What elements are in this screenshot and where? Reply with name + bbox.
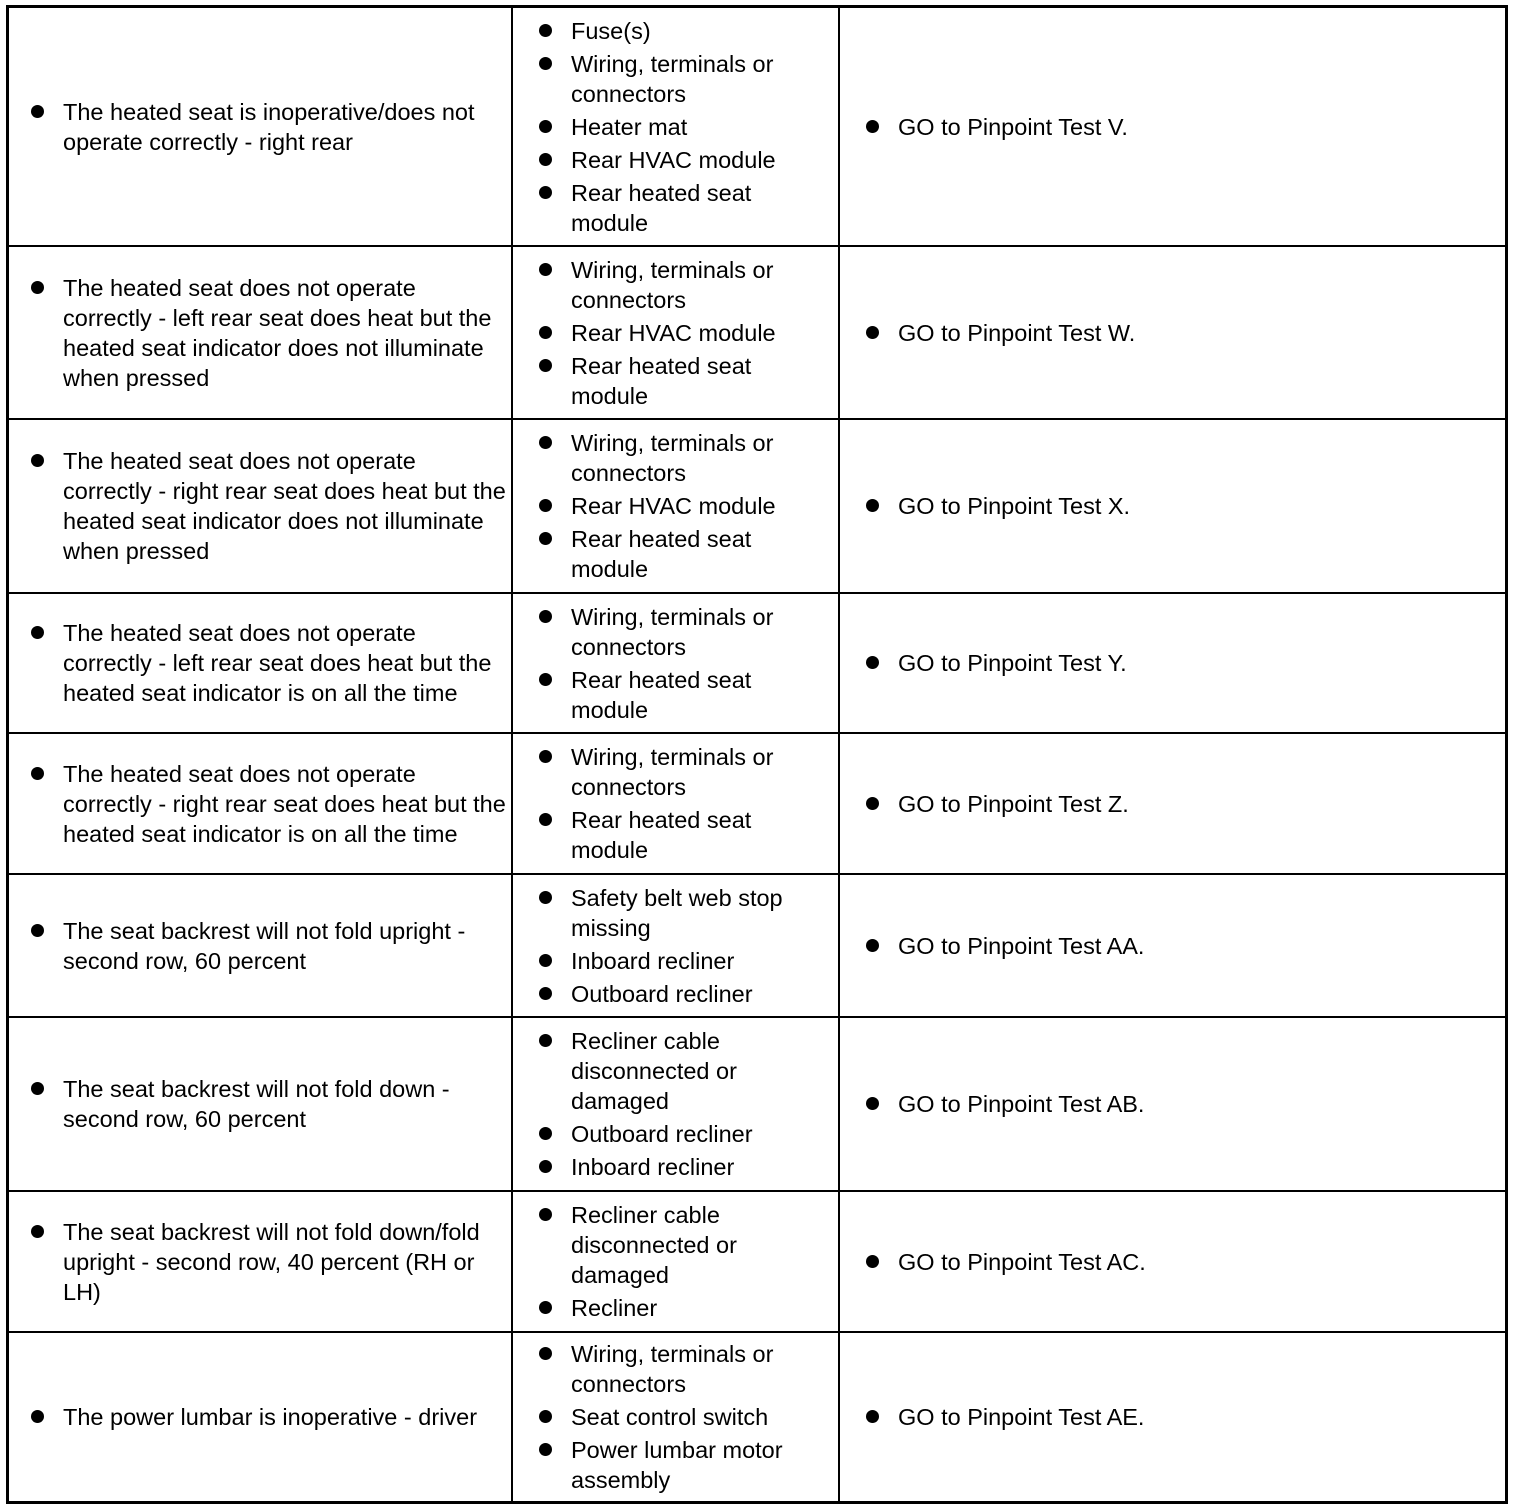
bullet-icon [539,1301,552,1314]
action-cell [840,594,1505,732]
cause-text: Rear heated seat module [571,807,752,863]
list-item [866,318,1495,348]
bullet-icon [539,263,552,276]
bullet-icon [539,987,552,1000]
list-item [866,491,1495,521]
cause-text: Heater mat [571,113,688,140]
cause-text: Seat control switch [571,1404,769,1430]
cause-text: Rear heated seat module [571,352,752,409]
cause-text: Wiring, terminals or connectors [571,744,774,800]
list-item [31,446,507,566]
action-text: GO to Pinpoint Test AB. [898,1091,1145,1117]
action-cell [840,734,1505,873]
cause-text: Recliner cable disconnected or damaged [571,1028,737,1114]
cause-text: Rear HVAC module [571,146,776,173]
list-item [539,1200,832,1290]
bullet-icon [539,891,552,904]
causes-cell [513,420,840,592]
bullet-icon [31,924,44,937]
bullet-icon [539,1127,552,1140]
condition-cell [9,247,513,418]
condition-text: The heated seat does not operate correctly - right rear seat does heat but the heated seat indicator is on all the time [63,760,506,847]
list-item [31,759,507,849]
bullet-icon [866,656,879,669]
bullet-icon [539,436,552,449]
action-text: GO to Pinpoint Test AA. [898,932,1145,959]
bullet-icon [539,186,552,199]
condition-cell [9,1018,513,1190]
bullet-icon [31,626,44,639]
list-item [539,742,832,802]
bullet-icon [539,954,552,967]
list-item [539,1402,832,1432]
list-item [539,491,832,521]
list-item [539,145,832,175]
list-item [539,524,832,584]
bullet-icon [31,767,44,780]
list-item [539,602,832,662]
condition-text: The seat backrest will not fold down/fold upright - second row, 40 percent (RH or LH) [63,1218,480,1305]
list-item [539,16,832,46]
bullet-icon [539,1160,552,1173]
cause-text: Recliner cable disconnected or damaged [571,1202,737,1288]
causes-cell [513,734,840,873]
bullet-icon [539,1034,552,1047]
list-item [866,1247,1495,1277]
bullet-icon [31,1410,44,1423]
action-text: GO to Pinpoint Test AE. [898,1404,1145,1430]
list-item [539,883,832,943]
cause-text: Rear heated seat module [571,666,752,723]
action-text: GO to Pinpoint Test W. [898,319,1136,346]
list-item [539,1339,832,1399]
bullet-icon [539,813,552,826]
bullet-icon [31,105,44,118]
table-row [9,1333,1505,1501]
table-row [9,1018,1505,1192]
cause-text: Safety belt web stop missing [571,884,783,941]
action-cell [840,1333,1505,1501]
list-item [866,789,1495,819]
cause-text: Rear HVAC module [571,319,776,346]
list-item [866,1089,1495,1119]
list-item [539,665,832,725]
bullet-icon [539,326,552,339]
list-item [539,428,832,488]
table-row [9,247,1505,420]
list-item [539,112,832,142]
bullet-icon [539,153,552,166]
cause-text: Wiring, terminals or connectors [571,256,774,313]
table-row [9,594,1505,734]
list-item [539,49,832,109]
list-item [866,931,1495,961]
action-text: GO to Pinpoint Test Y. [898,650,1127,676]
action-cell [840,1192,1505,1331]
action-cell [840,8,1505,245]
bullet-icon [539,359,552,372]
bullet-icon [866,1410,879,1423]
condition-cell [9,1333,513,1501]
causes-cell [513,1018,840,1190]
causes-cell [513,1333,840,1501]
bullet-icon [31,454,44,467]
list-item [31,1074,507,1134]
condition-cell [9,1192,513,1331]
bullet-icon [539,499,552,512]
bullet-icon [866,1255,879,1268]
list-item [539,946,832,976]
table-row [9,420,1505,594]
list-item [539,1119,832,1149]
condition-text: The heated seat is inoperative/does not operate correctly - right rear [63,98,475,155]
cause-text: Wiring, terminals or connectors [571,430,774,486]
list-item [31,916,507,976]
list-item [866,648,1495,678]
action-text: GO to Pinpoint Test AC. [898,1248,1146,1275]
causes-cell [513,594,840,732]
action-cell [840,1018,1505,1190]
bullet-icon [866,1097,879,1110]
condition-cell [9,594,513,732]
list-item [31,1402,507,1432]
action-text: GO to Pinpoint Test V. [898,113,1128,140]
condition-text: The heated seat does not operate correctly - left rear seat does heat but the heated seat indicator is on all the time [63,620,492,706]
cause-text: Rear heated seat module [571,526,752,582]
list-item [31,618,507,708]
bullet-icon [31,281,44,294]
cause-text: Rear HVAC module [571,493,776,519]
causes-cell [513,1192,840,1331]
bullet-icon [539,610,552,623]
condition-text: The heated seat does not operate correctly - right rear seat does heat but the heated seat indicator does not illuminate when pressed [63,448,506,564]
bullet-icon [866,939,879,952]
list-item [31,1217,507,1307]
bullet-icon [539,120,552,133]
list-item [31,273,507,393]
list-item [539,1152,832,1182]
bullet-icon [539,532,552,545]
bullet-icon [539,57,552,70]
list-item [539,805,832,865]
condition-text: The power lumbar is inoperative - driver [63,1404,478,1430]
table-row [9,1192,1505,1333]
condition-text: The seat backrest will not fold upright - second row, 60 percent [63,917,466,974]
bullet-icon [866,499,879,512]
condition-cell [9,734,513,873]
causes-cell [513,8,840,245]
bullet-icon [866,120,879,133]
bullet-icon [539,750,552,763]
table-row [9,734,1505,875]
cause-text: Outboard recliner [571,1121,753,1147]
cause-text: Wiring, terminals or connectors [571,50,774,107]
list-item [539,351,832,411]
cause-text: Recliner [571,1295,658,1321]
list-item [539,255,832,315]
list-item [539,318,832,348]
list-item [539,1435,832,1495]
list-item [31,97,507,157]
bullet-icon [866,797,879,810]
action-cell [840,875,1505,1016]
condition-cell [9,420,513,592]
bullet-icon [539,1443,552,1456]
bullet-icon [539,1208,552,1221]
table-row [9,8,1505,247]
list-item [539,979,832,1009]
bullet-icon [31,1082,44,1095]
list-item [539,1293,832,1323]
list-item [539,178,832,238]
action-text: GO to Pinpoint Test Z. [898,790,1129,817]
bullet-icon [539,673,552,686]
bullet-icon [539,1410,552,1423]
bullet-icon [866,326,879,339]
cause-text: Outboard recliner [571,980,753,1007]
table-row [9,875,1505,1018]
action-cell [840,247,1505,418]
list-item [539,1026,832,1116]
cause-text: Inboard recliner [571,1154,735,1180]
cause-text: Fuse(s) [571,17,651,44]
bullet-icon [31,1225,44,1238]
condition-text: The heated seat does not operate correctly - left rear seat does heat but the heated seat indicator does not illuminate when pressed [63,274,492,391]
causes-cell [513,875,840,1016]
cause-text: Rear heated seat module [571,179,752,236]
list-item [866,112,1495,142]
cause-text: Power lumbar motor assembly [571,1437,783,1493]
bullet-icon [539,24,552,37]
cause-text: Wiring, terminals or connectors [571,1341,774,1397]
list-item [866,1402,1495,1432]
bullet-icon [539,1347,552,1360]
action-text: GO to Pinpoint Test X. [898,493,1131,519]
causes-cell [513,247,840,418]
condition-text: The seat backrest will not fold down - second row, 60 percent [63,1076,450,1132]
condition-cell [9,875,513,1016]
condition-cell [9,8,513,245]
action-cell [840,420,1505,592]
symptom-chart-table [6,5,1508,1504]
cause-text: Inboard recliner [571,947,735,974]
cause-text: Wiring, terminals or connectors [571,603,774,660]
